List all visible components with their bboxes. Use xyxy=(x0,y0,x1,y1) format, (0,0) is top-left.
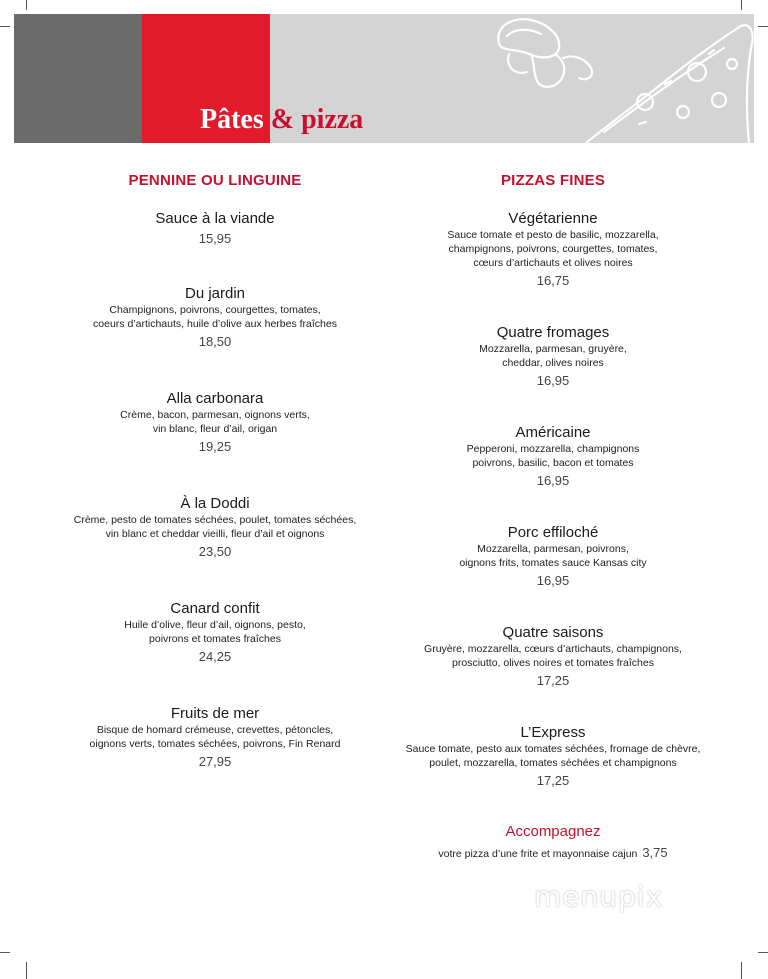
side-offer-description: votre pizza d’une frite et mayonnaise cajun xyxy=(438,848,638,860)
item-price: 17,25 xyxy=(536,773,570,788)
item-name: À la Doddi xyxy=(180,495,250,512)
side-offer-line xyxy=(400,845,706,862)
item-price: 16,95 xyxy=(536,373,570,388)
menu-item xyxy=(400,423,706,490)
title-pates: Pâtes xyxy=(200,104,264,135)
item-name: Canard confit xyxy=(170,600,260,617)
item-name: Fruits de mer xyxy=(170,705,260,722)
menu-item xyxy=(400,323,706,390)
item-name: Américaine xyxy=(515,424,591,441)
side-offer xyxy=(400,822,706,862)
item-price: 16,75 xyxy=(536,273,570,288)
pizza-mushroom-illustration xyxy=(469,14,754,143)
item-name: Sauce à la viande xyxy=(155,210,275,227)
item-price: 27,95 xyxy=(198,754,232,769)
banner-dark-block xyxy=(14,14,142,143)
item-name: L’Express xyxy=(520,724,586,741)
item-price: 16,95 xyxy=(536,473,570,488)
item-name: Alla carbonara xyxy=(166,390,264,407)
item-price: 16,95 xyxy=(536,573,570,588)
item-price: 17,25 xyxy=(536,673,570,688)
header-banner xyxy=(14,14,754,143)
menu-item xyxy=(60,494,370,561)
title-pizza: pizza xyxy=(301,104,364,135)
section-title-pizza: PIZZAS FINES xyxy=(500,172,606,189)
crop-mark xyxy=(758,952,768,953)
menu-item xyxy=(400,523,706,590)
crop-mark xyxy=(0,952,10,953)
item-name: Porc effiloché xyxy=(507,524,599,541)
crop-mark xyxy=(0,26,10,27)
side-offer-price: 3,75 xyxy=(642,845,668,860)
item-price: 23,50 xyxy=(198,544,232,559)
watermark-logo: menupix xyxy=(534,880,664,913)
item-description: Pepperoni, mozzarella, champignons poivrons, basilic, bacon et tomates xyxy=(466,443,640,469)
item-price: 19,25 xyxy=(198,439,232,454)
menu-item xyxy=(60,599,370,666)
item-name: Végétarienne xyxy=(508,210,598,227)
menu-item xyxy=(60,284,370,351)
menu-item xyxy=(400,209,706,290)
menu-item xyxy=(60,704,370,771)
item-price: 15,95 xyxy=(198,231,232,246)
item-description: Sauce tomate et pesto de basilic, mozzarella, champignons, poivrons, courgettes, tomates, cœurs d’artichauts et olives noires xyxy=(447,229,659,269)
item-description: Mozzarella, parmesan, poivrons, oignons frits, tomates sauce Kansas city xyxy=(459,543,647,569)
item-name: Quatre fromages xyxy=(496,324,610,341)
item-description: Champignons, poivrons, courgettes, tomates, coeurs d’artichauts, huile d’olive aux herbes fraîches xyxy=(93,304,337,330)
item-name: Quatre saisons xyxy=(502,624,604,641)
menu-item xyxy=(400,623,706,690)
crop-mark xyxy=(741,0,742,10)
side-offer-title: Accompagnez xyxy=(505,823,601,840)
menu-item xyxy=(60,209,370,248)
item-description: Mozzarella, parmesan, gruyère, cheddar, olives noires xyxy=(479,343,627,369)
crop-mark xyxy=(741,962,742,979)
section-title-pasta: PENNINE OU LINGUINE xyxy=(128,172,302,189)
item-description: Bisque de homard crémeuse, crevettes, pétoncles, oignons verts, tomates séchées, poivrons, Fin Renard xyxy=(89,724,341,750)
item-name: Du jardin xyxy=(184,285,246,302)
item-description: Crème, bacon, parmesan, oignons verts, vin blanc, fleur d’ail, origan xyxy=(120,409,310,435)
crop-mark xyxy=(26,0,27,10)
menu-item xyxy=(60,389,370,456)
pizza-column xyxy=(400,172,706,823)
item-price: 18,50 xyxy=(198,334,232,349)
menu-item xyxy=(400,723,706,790)
item-description: Crème, pesto de tomates séchées, poulet, tomates séchées, vin blanc et cheddar vieilli, fleur d’ail et oignons xyxy=(73,514,357,540)
pasta-column xyxy=(60,172,370,809)
title-ampersand: & xyxy=(270,104,295,135)
item-description: Gruyère, mozzarella, cœurs d’artichauts, champignons, prosciutto, olives noires et tomates fraîches xyxy=(424,643,682,669)
crop-mark xyxy=(758,26,768,27)
crop-mark xyxy=(26,962,27,979)
item-description: Sauce tomate, pesto aux tomates séchées, fromage de chèvre, poulet, mozzarella, tomates séchées et champignons xyxy=(405,743,701,769)
item-price: 24,25 xyxy=(198,649,232,664)
page-title xyxy=(200,106,363,134)
item-description: Huile d’olive, fleur d’ail, oignons, pesto, poivrons et tomates fraîches xyxy=(124,619,306,645)
